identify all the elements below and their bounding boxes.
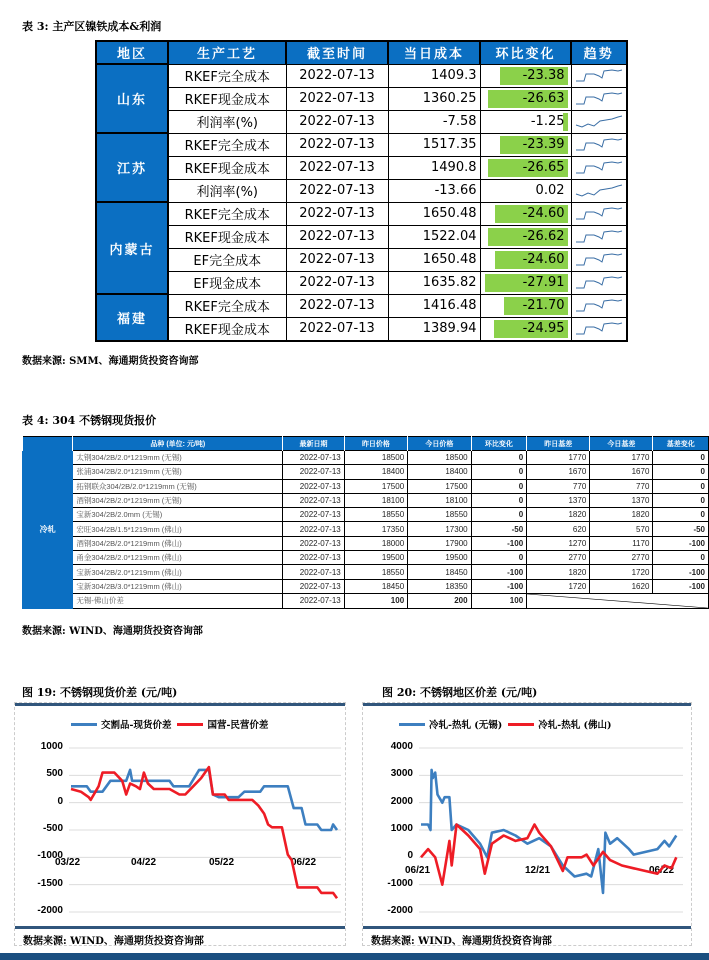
header-cost: 当日成本: [388, 41, 480, 64]
header-blank: [23, 437, 73, 451]
region-cell: 江苏: [96, 133, 168, 202]
x-axis-tick: 06/22: [649, 865, 675, 876]
cost-cell: -7.58: [388, 110, 480, 133]
prev-basis: 1370: [527, 493, 590, 507]
cost-cell: 1416.48: [388, 294, 480, 317]
category-cell: 冷轧: [23, 451, 73, 609]
legend-label-wuxi: 冷轧-热轧 (无锡): [429, 720, 503, 731]
price-change: 0: [471, 508, 527, 522]
product-name: 宝新304/2B/2.0mm (无锡): [73, 508, 283, 522]
prev-price: 18400: [344, 465, 407, 479]
price-change: 0: [471, 479, 527, 493]
price-change: 0: [471, 493, 527, 507]
header-today-basis: 今日基差: [590, 437, 653, 451]
change-value: -26.65: [522, 160, 565, 175]
chart19-source: 数据来源: WIND、海通期货投资咨询部: [23, 936, 204, 947]
product-name: 酒钢304/2B/2.0*1219mm (无锡): [73, 493, 283, 507]
stainless-304-spot-price-table: [22, 436, 709, 609]
y-axis-tick: 0: [57, 795, 63, 807]
today-basis: 570: [590, 522, 653, 536]
price-change: -100: [471, 536, 527, 550]
header-price-change: 环比变化: [471, 437, 527, 451]
change-value: -1.25: [530, 114, 565, 129]
table-row: [23, 465, 709, 479]
y-axis-tick: 500: [46, 768, 63, 780]
change-value: -21.70: [522, 298, 565, 313]
change-value: -27.91: [522, 275, 565, 290]
cost-cell: 1409.3: [388, 64, 480, 87]
chart19-legend: [71, 717, 268, 731]
latest-date: 2022-07-13: [283, 565, 344, 579]
chart20-top-rule: [363, 703, 691, 706]
process-cell: EF完全成本: [168, 248, 286, 271]
y-axis-tick: 3000: [390, 768, 413, 780]
prev-basis: 2770: [527, 551, 590, 565]
prev-price: 19500: [344, 551, 407, 565]
change-value: -26.62: [522, 229, 565, 244]
table-row: [23, 551, 709, 565]
latest-date: 2022-07-13: [283, 593, 344, 608]
prev-price: 18500: [344, 451, 407, 465]
region-cell: 山东: [96, 64, 168, 133]
trend-cell: [571, 156, 627, 179]
price-change: -100: [471, 579, 527, 593]
chart20-plot: [419, 745, 683, 915]
y-axis-tick: -2000: [37, 905, 63, 916]
price-change: 0: [471, 465, 527, 479]
legend-swatch-red: [508, 723, 534, 726]
table-row: [23, 522, 709, 536]
chart20-panel: [362, 702, 692, 946]
today-price: 19500: [408, 551, 471, 565]
legend-swatch-red: [177, 723, 203, 726]
header-change: 环比变化: [480, 41, 571, 64]
date-cell: 2022-07-13: [286, 64, 388, 87]
latest-date: 2022-07-13: [283, 493, 344, 507]
prev-basis: 1670: [527, 465, 590, 479]
change-value: -23.38: [522, 68, 565, 83]
x-axis-tick: 03/22: [55, 857, 81, 868]
process-cell: RKEF现金成本: [168, 317, 286, 341]
change-cell: [480, 64, 571, 87]
trend-cell: [571, 271, 627, 294]
process-cell: RKEF现金成本: [168, 225, 286, 248]
header-product: 品种 (单位: 元/吨): [73, 437, 283, 451]
process-cell: 利润率(%): [168, 110, 286, 133]
basis-change: -100: [653, 565, 709, 579]
basis-change: -100: [653, 579, 709, 593]
trend-cell: [571, 202, 627, 225]
chart19-plot: [69, 745, 341, 915]
today-basis: 770: [590, 479, 653, 493]
basis-change: 0: [653, 479, 709, 493]
price-change: -50: [471, 522, 527, 536]
product-name: 宏旺304/2B/1.5*1219mm (佛山): [73, 522, 283, 536]
cost-cell: 1650.48: [388, 202, 480, 225]
diagonal-line-icon: [527, 594, 708, 608]
latest-date: 2022-07-13: [283, 536, 344, 550]
y-axis-tick: 1000: [390, 823, 413, 834]
x-axis-tick: 12/21: [525, 865, 551, 876]
legend-swatch-blue: [399, 723, 425, 726]
prev-price: 18450: [344, 579, 407, 593]
change-cell: [480, 179, 571, 202]
y-axis-tick: 0: [407, 850, 413, 862]
date-cell: 2022-07-13: [286, 225, 388, 248]
today-basis: 1720: [590, 565, 653, 579]
change-cell: [480, 202, 571, 225]
date-cell: 2022-07-13: [286, 179, 388, 202]
price-change: 0: [471, 551, 527, 565]
header-process: 生产工艺: [168, 41, 286, 64]
today-price: 200: [408, 593, 471, 608]
date-cell: 2022-07-13: [286, 248, 388, 271]
date-cell: 2022-07-13: [286, 317, 388, 341]
sparkline-icon: [572, 134, 626, 156]
latest-date: 2022-07-13: [283, 579, 344, 593]
change-value: -24.60: [522, 206, 565, 221]
table-row: [96, 133, 627, 156]
basis-change: -100: [653, 536, 709, 550]
today-price: 18350: [408, 579, 471, 593]
chart19-top-rule: [15, 703, 345, 706]
change-cell: [480, 133, 571, 156]
today-price: 17500: [408, 479, 471, 493]
change-cell: [480, 317, 571, 341]
sparkline-icon: [572, 88, 626, 110]
change-value: 0.02: [535, 183, 565, 198]
nickel-iron-cost-table: [95, 40, 628, 342]
process-cell: RKEF完全成本: [168, 133, 286, 156]
cost-cell: 1650.48: [388, 248, 480, 271]
date-cell: 2022-07-13: [286, 271, 388, 294]
sparkline-icon: [572, 180, 626, 202]
table-row: [96, 179, 627, 202]
product-name: 宝新304/2B/3.0*1219mm (佛山): [73, 579, 283, 593]
latest-date: 2022-07-13: [283, 451, 344, 465]
product-name: 无锡-佛山价差: [73, 593, 283, 608]
prev-basis: 620: [527, 522, 590, 536]
prev-price: 17350: [344, 522, 407, 536]
legend-label-delivery-spot: 交割品-现货价差: [101, 720, 172, 731]
today-price: 18450: [408, 565, 471, 579]
prev-price: 18550: [344, 565, 407, 579]
product-name: 太钢304/2B/2.0*1219mm (无锡): [73, 451, 283, 465]
date-cell: 2022-07-13: [286, 110, 388, 133]
change-value: -24.95: [522, 321, 565, 336]
basis-change: 0: [653, 493, 709, 507]
prev-basis: 1770: [527, 451, 590, 465]
x-axis-tick: 04/22: [131, 857, 157, 868]
change-value: -24.60: [522, 252, 565, 267]
sparkline-icon: [572, 157, 626, 179]
process-cell: RKEF现金成本: [168, 156, 286, 179]
header-latest-date: 最新日期: [283, 437, 344, 451]
sparkline-icon: [572, 318, 626, 340]
today-price: 18500: [408, 451, 471, 465]
legend-swatch-blue: [71, 723, 97, 726]
table4-caption: 表 4: 304 不锈钢现货报价: [22, 414, 157, 427]
product-name: 甬金304/2B/2.0*1219mm (佛山): [73, 551, 283, 565]
prev-price: 100: [344, 593, 407, 608]
prev-basis: 1720: [527, 579, 590, 593]
trend-cell: [571, 317, 627, 341]
page-footer-bar: [0, 953, 709, 960]
y-axis-tick: -2000: [387, 905, 413, 916]
change-cell: [480, 156, 571, 179]
table-row: [23, 508, 709, 522]
basis-change: 0: [653, 465, 709, 479]
sparkline-icon: [572, 249, 626, 271]
table-row: [23, 451, 709, 465]
table-row: [96, 110, 627, 133]
y-axis-tick: 4000: [390, 741, 413, 752]
basis-change: -50: [653, 522, 709, 536]
table-row: [23, 479, 709, 493]
chart20-title: 图 20: 不锈钢地区价差 (元/吨): [382, 686, 538, 699]
sparkline-icon: [572, 226, 626, 248]
table-row: [96, 248, 627, 271]
header-date: 截至时间: [286, 41, 388, 64]
sparkline-icon: [572, 203, 626, 225]
sparkline-icon: [572, 111, 626, 133]
table-row: [23, 493, 709, 507]
today-basis: 1820: [590, 508, 653, 522]
x-axis-tick: 06/21: [405, 865, 431, 876]
table3-source: 数据来源: SMM、海通期货投资咨询部: [22, 356, 199, 367]
today-price: 17300: [408, 522, 471, 536]
today-price: 18100: [408, 493, 471, 507]
trend-cell: [571, 225, 627, 248]
prev-price: 18000: [344, 536, 407, 550]
y-axis-tick: 1000: [40, 741, 63, 752]
today-basis: 1670: [590, 465, 653, 479]
prev-price: 17500: [344, 479, 407, 493]
cost-cell: 1490.8: [388, 156, 480, 179]
today-basis: 1770: [590, 451, 653, 465]
series-line: [71, 767, 337, 898]
basis-change: 0: [653, 451, 709, 465]
chart20-source: 数据来源: WIND、海通期货投资咨询部: [371, 936, 552, 947]
table-row: [23, 593, 709, 608]
change-value: -23.39: [522, 137, 565, 152]
process-cell: RKEF完全成本: [168, 202, 286, 225]
region-cell: 福建: [96, 294, 168, 341]
cost-cell: -13.66: [388, 179, 480, 202]
price-change: 0: [471, 451, 527, 465]
change-cell: [480, 225, 571, 248]
region-cell: 内蒙古: [96, 202, 168, 294]
series-line: [71, 770, 337, 830]
trend-cell: [571, 248, 627, 271]
series-line: [421, 770, 676, 893]
latest-date: 2022-07-13: [283, 551, 344, 565]
table-row: [96, 64, 627, 87]
prev-price: 18100: [344, 493, 407, 507]
cost-cell: 1635.82: [388, 271, 480, 294]
today-basis: 2770: [590, 551, 653, 565]
product-name: 酒钢304/2B/2.0*1219mm (佛山): [73, 536, 283, 550]
process-cell: RKEF现金成本: [168, 87, 286, 110]
product-name: 张浦304/2B/2.0*1219mm (无锡): [73, 465, 283, 479]
y-axis-tick: -500: [42, 823, 63, 834]
diagonal-blank-cell: [527, 593, 709, 608]
prev-basis: 770: [527, 479, 590, 493]
table-row: [23, 579, 709, 593]
x-axis-tick: 06/22: [291, 857, 317, 868]
today-price: 18400: [408, 465, 471, 479]
legend-label-foshan: 冷轧-热轧 (佛山): [538, 720, 612, 731]
change-cell: [480, 87, 571, 110]
y-axis-tick: -1000: [37, 850, 63, 862]
latest-date: 2022-07-13: [283, 465, 344, 479]
cost-cell: 1389.94: [388, 317, 480, 341]
cost-cell: 1517.35: [388, 133, 480, 156]
chart19-panel: [14, 702, 346, 946]
today-basis: 1620: [590, 579, 653, 593]
product-name: 宝新304/2B/2.0*1219mm (佛山): [73, 565, 283, 579]
today-basis: 1170: [590, 536, 653, 550]
sparkline-icon: [572, 65, 626, 87]
table3-caption: 表 3: 主产区镍铁成本&利润: [22, 20, 162, 33]
trend-cell: [571, 179, 627, 202]
table-row: [96, 87, 627, 110]
table-row: [96, 294, 627, 317]
table4-source: 数据来源: WIND、海通期货投资咨询部: [22, 626, 203, 637]
table-row: [96, 156, 627, 179]
cost-cell: 1360.25: [388, 87, 480, 110]
table-row: [96, 202, 627, 225]
change-cell: [480, 110, 571, 133]
latest-date: 2022-07-13: [283, 508, 344, 522]
basis-change: 0: [653, 551, 709, 565]
prev-price: 18550: [344, 508, 407, 522]
sparkline-icon: [572, 272, 626, 294]
trend-cell: [571, 133, 627, 156]
header-prev-basis: 昨日基差: [527, 437, 590, 451]
header-prev-price: 昨日价格: [344, 437, 407, 451]
today-price: 18550: [408, 508, 471, 522]
change-cell: [480, 294, 571, 317]
chart20-bottom-rule: [363, 926, 691, 929]
process-cell: RKEF完全成本: [168, 64, 286, 87]
header-today-price: 今日价格: [408, 437, 471, 451]
table-row: [96, 271, 627, 294]
sparkline-icon: [572, 295, 626, 317]
trend-cell: [571, 64, 627, 87]
latest-date: 2022-07-13: [283, 522, 344, 536]
x-axis-tick: 05/22: [209, 857, 235, 868]
date-cell: 2022-07-13: [286, 294, 388, 317]
y-axis-tick: 2000: [390, 795, 413, 807]
header-trend: 趋势: [571, 41, 627, 64]
price-change: -100: [471, 565, 527, 579]
product-name: 拓钢联众304/2B/2.0*1219mm (无锡): [73, 479, 283, 493]
prev-basis: 1820: [527, 508, 590, 522]
date-cell: 2022-07-13: [286, 133, 388, 156]
chart20-legend: [399, 717, 612, 731]
change-cell: [480, 248, 571, 271]
basis-change: 0: [653, 508, 709, 522]
date-cell: 2022-07-13: [286, 156, 388, 179]
price-change: 100: [471, 593, 527, 608]
table-row: [96, 317, 627, 341]
change-value: -26.63: [522, 91, 565, 106]
header-basis-change: 基差变化: [653, 437, 709, 451]
process-cell: EF现金成本: [168, 271, 286, 294]
chart19-bottom-rule: [15, 926, 345, 929]
today-price: 17900: [408, 536, 471, 550]
latest-date: 2022-07-13: [283, 479, 344, 493]
chart19-title: 图 19: 不锈钢现货价差 (元/吨): [22, 686, 178, 699]
prev-basis: 1270: [527, 536, 590, 550]
date-cell: 2022-07-13: [286, 202, 388, 225]
cost-cell: 1522.04: [388, 225, 480, 248]
y-axis-tick: -1500: [37, 877, 63, 889]
header-region: 地区: [96, 41, 168, 64]
trend-cell: [571, 87, 627, 110]
trend-cell: [571, 294, 627, 317]
prev-basis: 1820: [527, 565, 590, 579]
date-cell: 2022-07-13: [286, 87, 388, 110]
table-row: [96, 225, 627, 248]
legend-label-state-private: 国营-民营价差: [207, 720, 269, 731]
table-row: [23, 536, 709, 550]
process-cell: 利润率(%): [168, 179, 286, 202]
change-cell: [480, 271, 571, 294]
process-cell: RKEF完全成本: [168, 294, 286, 317]
trend-cell: [571, 110, 627, 133]
today-basis: 1370: [590, 493, 653, 507]
table-row: [23, 565, 709, 579]
y-axis-tick: -1000: [387, 877, 413, 889]
